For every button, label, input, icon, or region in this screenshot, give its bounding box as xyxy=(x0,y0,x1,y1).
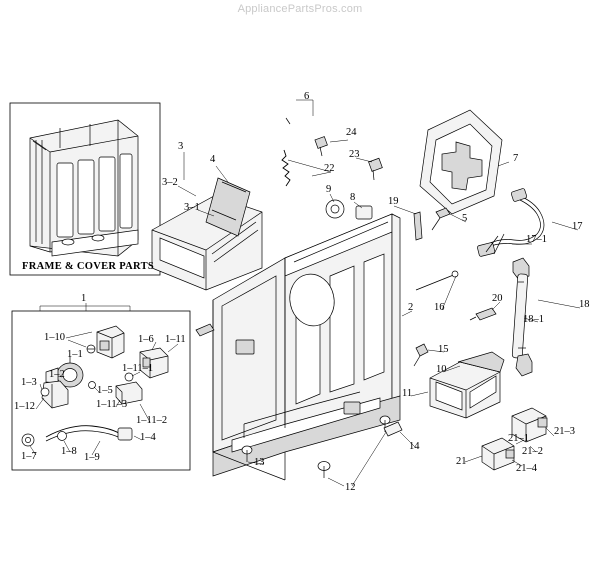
callout-21-1: 21–1 xyxy=(508,433,529,444)
callout-20: 20 xyxy=(492,293,503,304)
callout-21: 21 xyxy=(456,456,467,467)
callout-1-10: 1–10 xyxy=(44,332,65,343)
callout-13: 13 xyxy=(254,457,265,468)
callout-14: 14 xyxy=(409,441,420,452)
callout-3: 3 xyxy=(178,141,184,152)
callout-5: 5 xyxy=(462,213,468,224)
callout-16: 16 xyxy=(434,302,445,313)
callout-2: 2 xyxy=(408,302,414,313)
callout-7: 7 xyxy=(513,153,519,164)
callout-1-2: 1–2 xyxy=(49,369,65,380)
callout-23: 23 xyxy=(349,149,360,160)
callout-15: 15 xyxy=(438,344,449,355)
callout-21-4: 21–4 xyxy=(516,463,537,474)
callout-18-1: 18–1 xyxy=(523,314,544,325)
callout-1-5: 1–5 xyxy=(97,385,113,396)
callout-1-9: 1–9 xyxy=(84,452,100,463)
callout-1-7: 1–7 xyxy=(21,451,37,462)
callout-17: 17 xyxy=(572,221,583,232)
callout-8: 8 xyxy=(350,192,356,203)
callout-1-8: 1–8 xyxy=(61,446,77,457)
site-watermark: AppliancePartsPros.com xyxy=(237,3,363,15)
callout-1-11-1: 1–11–1 xyxy=(122,363,154,374)
callout-22: 22 xyxy=(324,163,335,174)
callout-3-1: 3–1 xyxy=(184,202,200,213)
callout-1-11-2: 1–11–2 xyxy=(136,415,168,426)
callout-18: 18 xyxy=(579,299,590,310)
frame-cover-parts-caption: FRAME & COVER PARTS xyxy=(22,261,155,272)
callout-11: 11 xyxy=(402,388,413,399)
callout-1: 1 xyxy=(81,293,87,304)
callout-24: 24 xyxy=(346,127,357,138)
callout-12: 12 xyxy=(345,482,356,493)
callout-4: 4 xyxy=(210,154,216,165)
callout-21-2: 21–2 xyxy=(522,446,543,457)
callout-10: 10 xyxy=(436,364,447,375)
callout-21-3: 21–3 xyxy=(554,426,575,437)
callout-1-12: 1–12 xyxy=(14,401,35,412)
callout-17-1: 17–1 xyxy=(526,234,547,245)
callout-1-6: 1–6 xyxy=(138,334,154,345)
callout-1-11-3: 1–11–3 xyxy=(96,399,128,410)
callout-1-3: 1–3 xyxy=(21,377,37,388)
callout-1-11: 1–11 xyxy=(165,334,186,345)
callout-9: 9 xyxy=(326,184,332,195)
callout-1-1: 1–1 xyxy=(67,349,83,360)
callout-19: 19 xyxy=(388,196,399,207)
callout-6: 6 xyxy=(304,91,310,102)
callout-3-2: 3–2 xyxy=(162,177,178,188)
callout-1-4: 1–4 xyxy=(140,432,156,443)
